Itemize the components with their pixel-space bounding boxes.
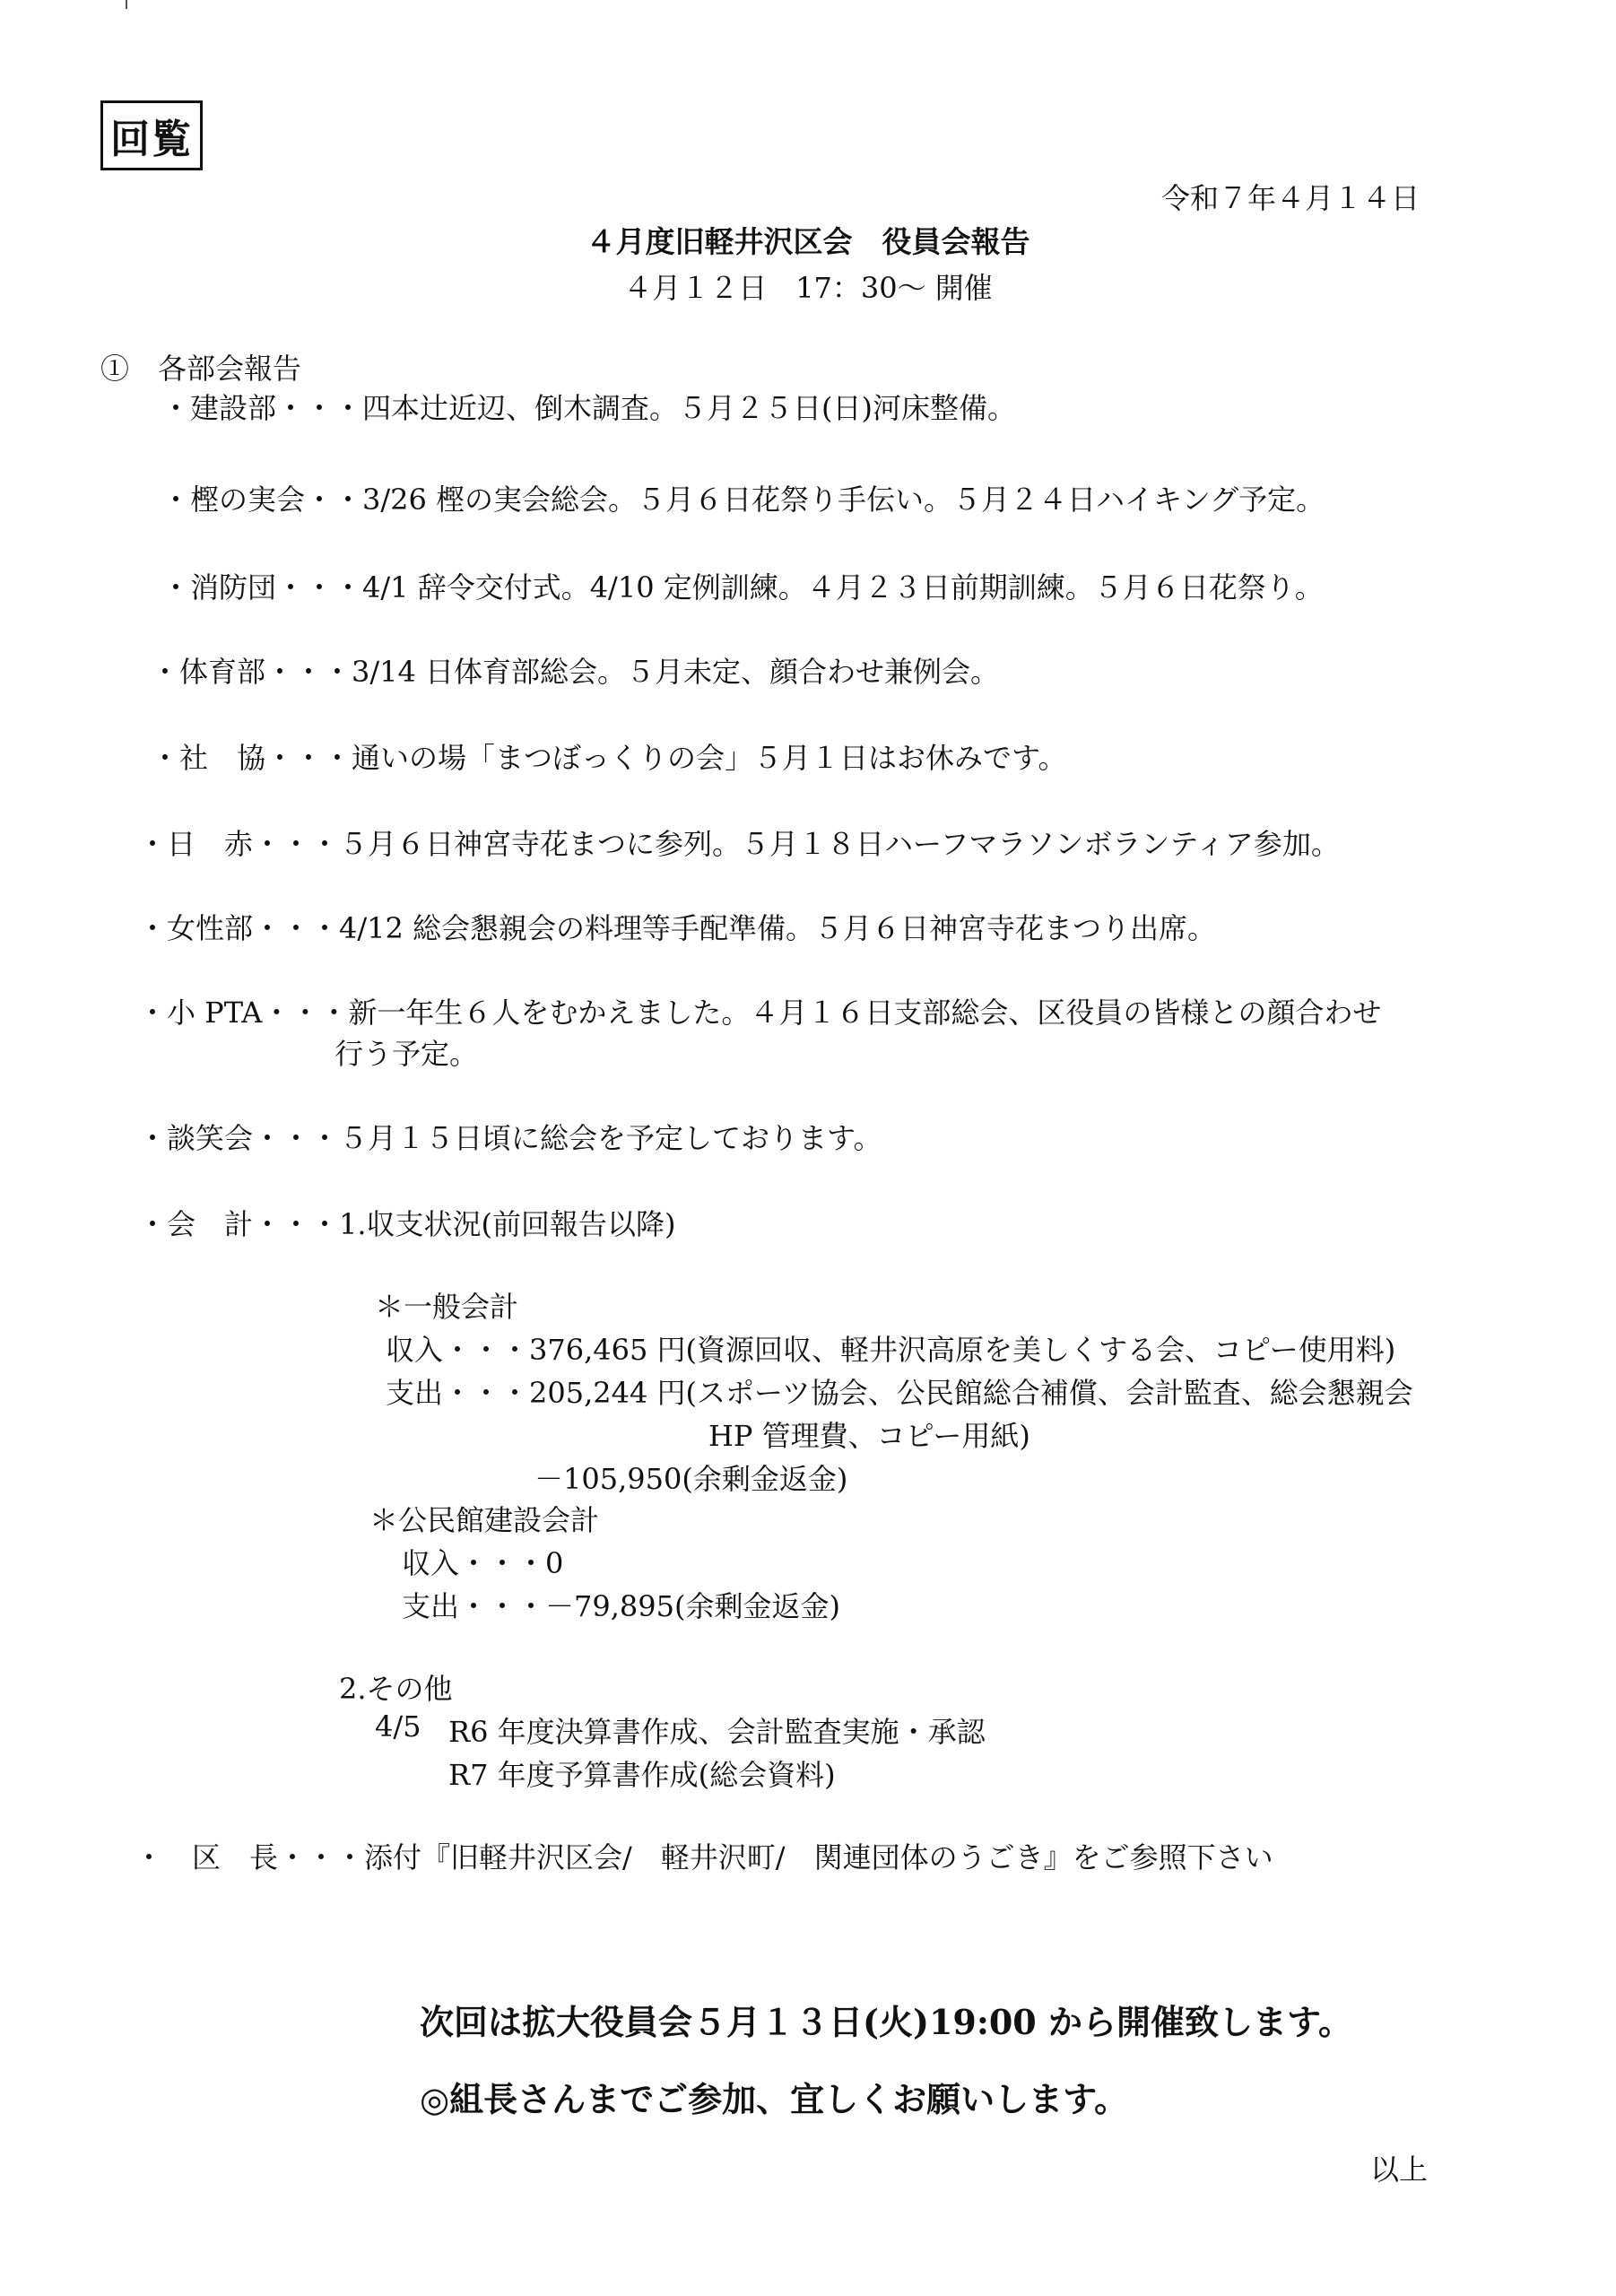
other-title: 2.その他 — [339, 1672, 453, 1706]
report-item-social-welfare — [151, 735, 1066, 777]
other-line-2: R7 年度予算書作成(総会資料) — [448, 1758, 836, 1792]
report-item-text: ５月６日神宮寺花まつに参列。５月１８日ハーフマラソンボランティア参加。 — [339, 827, 1340, 861]
report-item-text: 添付『旧軽井沢区会/ 軽井沢町/ 関連団体のうごき』をご参照下さい — [364, 1840, 1273, 1874]
general-account-title: ＊一般会計 — [375, 1290, 519, 1324]
report-item-text: 3/26 樫の実会総会。５月６日花祭り手伝い。５月２４日ハイキング予定。 — [362, 483, 1325, 517]
report-item-text: 通いの場「まつぼっくりの会」５月１日はお休みです。 — [352, 741, 1067, 775]
report-item-ward-chief — [135, 1835, 1273, 1876]
hall-income: 収入・・・0 — [402, 1546, 564, 1580]
attendance-request: ◎組長さんまでご参加、宜しくお願いします。 — [420, 2079, 1129, 2119]
report-item-red-cross — [138, 822, 1340, 863]
report-item-label: ・日 赤・・・ — [138, 827, 340, 861]
hall-expense: 支出・・・－79,895(余剰金返金) — [402, 1589, 840, 1623]
section-title: ① 各部会報告 — [100, 352, 302, 386]
report-item-label: ・体育部・・・ — [151, 655, 352, 689]
scan-mark — [126, 0, 127, 9]
document-date: 令和７年４月１４日 — [1161, 181, 1421, 215]
report-item-text: ５月１５日頃に総会を予定しております。 — [339, 1121, 882, 1155]
report-item-label: ・建設部・・・ — [161, 391, 363, 425]
report-item-construction — [161, 386, 1016, 427]
report-item-label: ・ 区 長・・・ — [135, 1840, 365, 1874]
report-item-sports — [151, 649, 999, 691]
report-item-label: ・消防団・・・ — [161, 570, 363, 604]
next-meeting-notice: 次回は拡大役員会５月１３日(火)19:00 から開催致します。 — [420, 2002, 1352, 2042]
general-expense: 支出・・・205,244 円(スポーツ協会、公民館総合補償、会計監査、総会懇親会 — [386, 1376, 1413, 1410]
report-item-label: ・社 協・・・ — [151, 741, 352, 775]
closing-remark: 以上 — [1370, 2152, 1429, 2187]
report-item-pta — [138, 990, 1381, 1031]
report-item-accounting — [138, 1202, 676, 1243]
meeting-held-time: ４月１２日 17：30～ 開催 — [623, 271, 993, 305]
general-expense-continued: HP 管理費、コピー用紙) — [708, 1419, 1030, 1453]
report-item-pta-continued: 行う予定。 — [334, 1037, 479, 1071]
report-item-text: 新一年生６人をむかえました。４月１６日支部総会、区役員の皆様との顔合わせ — [348, 996, 1382, 1030]
report-item-label: ・談笑会・・・ — [138, 1121, 340, 1155]
report-item-text: 四本辻近辺、倒木調査。５月２５日(日)河床整備。 — [362, 391, 1016, 425]
report-item-label: ・小 PTA・・・ — [138, 996, 349, 1030]
report-item-kashinomi — [161, 477, 1325, 518]
report-item-label: ・女性部・・・ — [138, 911, 340, 945]
report-item-fire-brigade — [161, 565, 1324, 606]
report-item-text: 4/12 総会懇親会の料理等手配準備。５月６日神宮寺花まつり出席。 — [339, 911, 1217, 945]
other-date: 4/5 — [375, 1709, 421, 1744]
report-item-dansho — [138, 1116, 882, 1157]
general-income: 収入・・・376,465 円(資源回収、軽井沢高原を美しくする会、コピー使用料) — [386, 1333, 1396, 1367]
report-item-label: ・会 計・・・ — [138, 1207, 340, 1241]
report-item-text: 1.収支状況(前回報告以降) — [339, 1207, 676, 1241]
report-item-text: 4/1 辞令交付式。4/10 定例訓練。４月２３日前期訓練。５月６日花祭り。 — [362, 570, 1324, 604]
report-item-label: ・樫の実会・・ — [161, 483, 363, 517]
other-line-1: R6 年度決算書作成、会計監査実施・承認 — [448, 1715, 986, 1749]
document-title: ４月度旧軽井沢区会 役員会報告 — [586, 224, 1030, 259]
general-refund: －105,950(余剰金返金) — [534, 1462, 848, 1496]
hall-account-title: ＊公民館建設会計 — [369, 1503, 600, 1537]
report-item-womens — [138, 906, 1216, 947]
circulation-stamp: 回覧 — [100, 100, 203, 170]
report-item-text: 3/14 日体育部総会。５月未定、顔合わせ兼例会。 — [352, 655, 1000, 689]
